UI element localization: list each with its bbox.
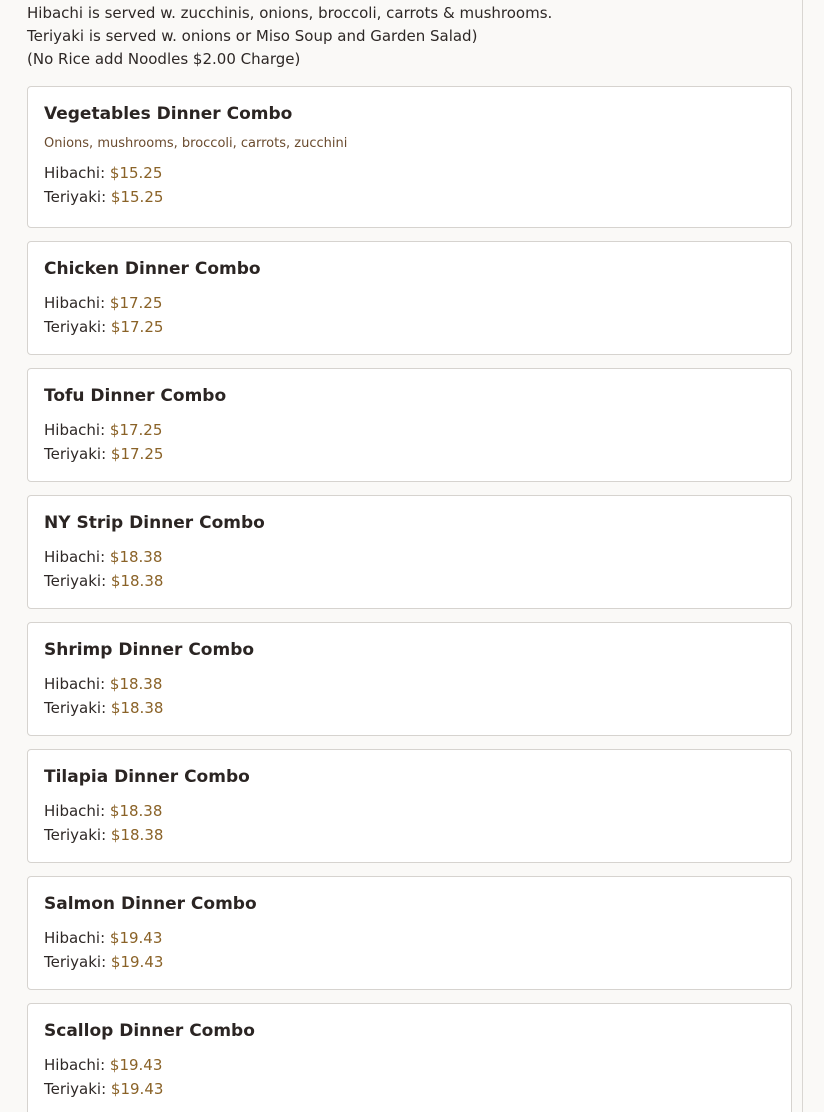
hibachi-price-line [44,672,775,696]
hibachi-price: $19.43 [109,929,163,947]
teriyaki-label: Teriyaki: [44,572,111,590]
menu-item-card[interactable] [27,622,792,736]
menu-item-prices [44,545,775,593]
hibachi-label: Hibachi: [44,421,110,439]
menu-item-list [27,86,792,1112]
teriyaki-price-line [44,696,775,720]
teriyaki-price-line [44,823,775,847]
menu-item-name: Chicken Dinner Combo [44,259,261,279]
hibachi-price: $17.25 [109,421,163,439]
hibachi-label: Hibachi: [44,675,110,693]
menu-item-name: Shrimp Dinner Combo [44,640,255,660]
intro-noodles-note: (No Rice add Noodles $2.00 Charge) [27,50,301,68]
teriyaki-label: Teriyaki: [44,445,111,463]
teriyaki-price-line [44,569,775,593]
menu-item-prices [44,161,775,209]
hibachi-price-line [44,926,775,950]
menu-item-card[interactable] [27,1003,792,1112]
hibachi-label: Hibachi: [44,1056,110,1074]
teriyaki-label: Teriyaki: [44,1080,111,1098]
menu-item-card[interactable] [27,495,792,609]
menu-item-prices [44,672,775,720]
teriyaki-label: Teriyaki: [44,318,111,336]
hibachi-price: $15.25 [109,164,163,182]
menu-item-description: Onions, mushrooms, broccoli, carrots, zucchini [44,136,348,151]
hibachi-label: Hibachi: [44,548,110,566]
teriyaki-price: $17.25 [110,445,164,463]
teriyaki-label: Teriyaki: [44,188,111,206]
menu-intro [27,2,787,71]
teriyaki-price: $18.38 [110,699,164,717]
hibachi-price: $18.38 [109,675,163,693]
menu-item-card[interactable] [27,368,792,482]
intro-hibachi-note: Hibachi is served w. zucchinis, onions, broccoli, carrots & mushrooms. [27,4,553,22]
teriyaki-price-line [44,185,775,209]
menu-item-card[interactable] [27,749,792,863]
hibachi-price-line [44,161,775,185]
hibachi-label: Hibachi: [44,802,110,820]
hibachi-price-line [44,799,775,823]
menu-item-prices [44,291,775,339]
teriyaki-price-line [44,1077,775,1101]
hibachi-price-line [44,545,775,569]
hibachi-label: Hibachi: [44,929,110,947]
menu-item-prices [44,799,775,847]
hibachi-price: $17.25 [109,294,163,312]
teriyaki-price: $17.25 [110,318,164,336]
hibachi-price-line [44,418,775,442]
menu-item-name: Tilapia Dinner Combo [44,767,250,787]
teriyaki-price: $19.43 [110,953,164,971]
teriyaki-label: Teriyaki: [44,953,111,971]
menu-item-card[interactable] [27,876,792,990]
hibachi-label: Hibachi: [44,294,110,312]
teriyaki-price: $18.38 [110,572,164,590]
menu-item-card[interactable] [27,86,792,228]
hibachi-price: $18.38 [109,548,163,566]
teriyaki-price-line [44,950,775,974]
teriyaki-label: Teriyaki: [44,826,111,844]
hibachi-price: $19.43 [109,1056,163,1074]
hibachi-price-line [44,1053,775,1077]
menu-item-name: Scallop Dinner Combo [44,1021,255,1041]
teriyaki-price: $19.43 [110,1080,164,1098]
teriyaki-price: $15.25 [110,188,164,206]
menu-item-prices [44,926,775,974]
intro-teriyaki-note: Teriyaki is served w. onions or Miso Soup and Garden Salad) [27,27,478,45]
menu-item-name: Salmon Dinner Combo [44,894,257,914]
teriyaki-price-line [44,315,775,339]
menu-item-prices [44,1053,775,1101]
teriyaki-label: Teriyaki: [44,699,111,717]
teriyaki-price: $18.38 [110,826,164,844]
hibachi-label: Hibachi: [44,164,110,182]
hibachi-price-line [44,291,775,315]
menu-item-prices [44,418,775,466]
menu-item-name: NY Strip Dinner Combo [44,513,265,533]
menu-item-card[interactable] [27,241,792,355]
teriyaki-price-line [44,442,775,466]
menu-item-name: Vegetables Dinner Combo [44,104,293,124]
menu-item-name: Tofu Dinner Combo [44,386,227,406]
hibachi-price: $18.38 [109,802,163,820]
